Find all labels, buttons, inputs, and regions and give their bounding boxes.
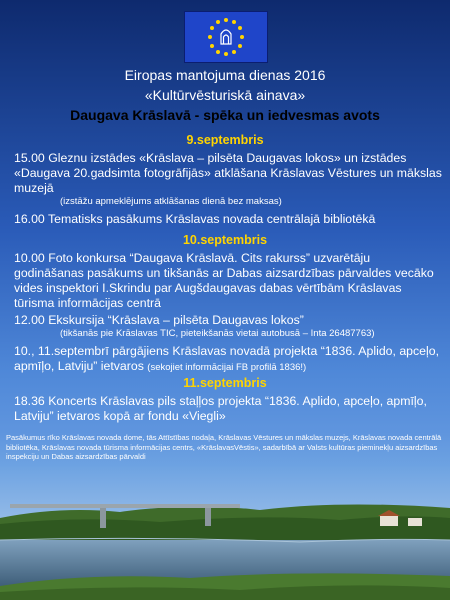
event-text: pārgājiens Krāslavas novadā projekta “1836. Aplido, apceļo, apmīļo, Latviju” ietvaros	[14, 344, 439, 373]
event-note: (izstāžu apmeklējums atklāšanas dienā bez maksas)	[60, 196, 282, 207]
event-title: Eiropas mantojuma dienas 2016	[124, 67, 326, 83]
event-item	[14, 151, 442, 208]
event-time: 18.36	[14, 394, 45, 408]
event-text: Gleznu izstādes «Krāslava – pilsēta Daugavas lokos» un izstādes «Daugava 20.gadsimta fotogrāfijās» atklāšana Krāslavas Vēstures un mākslas muzejā	[14, 151, 442, 195]
day-heading: 11.septembris	[183, 376, 267, 390]
river-photo	[0, 466, 450, 600]
event-time: 16.00	[14, 212, 45, 226]
event-item	[14, 251, 442, 311]
event-text: Ekskursija “Krāslava – pilsēta Daugavas lokos”	[48, 313, 304, 327]
event-subtitle: Daugava Krāslavā - spēka un iedvesmas avots	[70, 107, 380, 123]
event-time: 15.00	[14, 151, 45, 165]
event-item	[14, 313, 442, 340]
event-item	[14, 212, 442, 227]
event-item	[14, 394, 442, 424]
event-note: (tikšanās pie Krāslavas TIC, pieteikšanās vietai autobusā – Inta 26487763)	[60, 328, 375, 339]
event-time: 12.00	[14, 313, 45, 327]
organizers-footer: Pasākumus rīko Krāslavas novada dome, tās Attīstības nodaļa, Krāslavas Vēstures un mākslas muzejs, Krāslavas novada centrālā bibliotēka, Krāslavas novada tūrisma informācijas centrs, «KrāslavasVēstis», sadarbībā ar Valsts kultūras pieminekļu aizsardzības inspekciju un Dabas aizsardzības pārvaldi	[6, 433, 442, 461]
event-item	[14, 344, 442, 374]
event-theme: «Kultūrvēsturiskā ainava»	[144, 87, 306, 103]
event-time: 10.00	[14, 251, 45, 265]
event-text: Foto konkursa “Daugava Krāslavā. Cits rakurss” uzvarētāju godināšanas pasākums un tikšanās ar Dabas aizsardzības pārvaldes vecāko vides inspektori I.Skrindu par Augšdaugavas dabas vērtībām Krāslavas tūrisma informācijas centrā	[14, 251, 434, 310]
event-time: 10., 11.septembrī	[14, 344, 109, 358]
eu-flag-logo	[184, 11, 268, 63]
event-text: Tematisks pasākums Krāslavas novada centrālajā bibliotēkā	[47, 212, 376, 226]
day-heading: 9.septembris	[186, 133, 264, 147]
event-note: (sekojiet informācijai FB profilā 1836!)	[147, 362, 307, 373]
event-text: Koncerts Krāslavas pils staļļos projekta “1836. Aplido, apceļo, apmīļo, Latviju” ietvaros kopā ar fondu «Viegli»	[14, 394, 427, 423]
day-heading: 10.septembris	[182, 233, 268, 247]
